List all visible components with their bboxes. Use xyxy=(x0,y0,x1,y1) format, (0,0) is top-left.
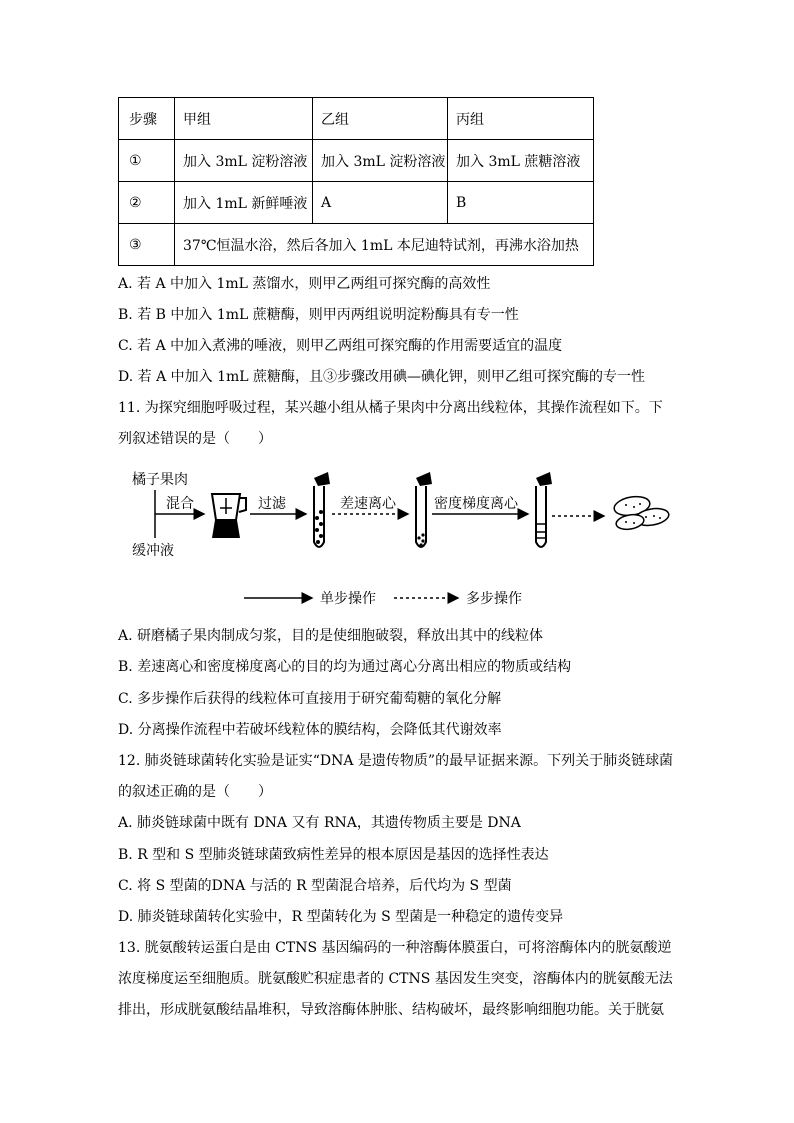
step-filter-label: 过滤 xyxy=(258,496,286,512)
table-row xyxy=(119,182,594,224)
option-b: B. 差速离心和密度梯度离心的目的均为通过离心分离出相应的物质或结构 xyxy=(118,659,572,675)
table-header-cell: 丙组 xyxy=(448,98,594,140)
test-tube-icon xyxy=(314,472,330,547)
table-header-cell: 甲组 xyxy=(175,98,313,140)
table-header-cell: 步骤 xyxy=(119,98,175,140)
table-cell: 加入 1mL 新鲜唾液 xyxy=(175,182,313,224)
question-13-stem: 13. 胱氨酸转运蛋白是由 CTNS 基因编码的一种溶酶体膜蛋白，可将溶酶体内的胱氨酸逆 xyxy=(118,940,672,956)
input-orange-pulp: 橘子果肉 xyxy=(132,472,188,488)
question-11-stem: 11. 为探究细胞呼吸过程，某兴趣小组从橘子果肉中分离出线粒体，其操作流程如下。下 xyxy=(118,400,663,416)
option-b: B. R 型和 S 型肺炎链球菌致病性差异的根本原因是基因的选择性表达 xyxy=(118,847,549,863)
option-a: A. 研磨橘子果肉制成匀浆，目的是使细胞破裂，释放出其中的线粒体 xyxy=(118,628,544,644)
table-cell: ① xyxy=(119,140,175,182)
question-13-stem-cont: 排出，形成胱氨酸结晶堆积，导致溶酶体肿胀、结构破坏，最终影响细胞功能。关于胱氨 xyxy=(118,1002,664,1018)
option-b: B. 若 B 中加入 1mL 蔗糖酶，则甲丙两组说明淀粉酶具有专一性 xyxy=(118,307,519,323)
table-row xyxy=(119,140,594,182)
table-header-cell: 乙组 xyxy=(313,98,448,140)
option-c: C. 多步操作后获得的线粒体可直接用于研究葡萄糖的氧化分解 xyxy=(118,691,502,707)
option-d: D. 分离操作流程中若破坏线粒体的膜结构，会降低其代谢效率 xyxy=(118,722,502,738)
table-header-row xyxy=(119,98,594,140)
option-a: A. 肺炎链球菌中既有 DNA 又有 RNA，其遗传物质主要是 DNA xyxy=(118,815,521,831)
option-c: C. 将 S 型菌的DNA 与活的 R 型菌混合培养，后代均为 S 型菌 xyxy=(118,878,512,894)
question-12-stem-cont: 的叙述正确的是（ ） xyxy=(118,784,272,800)
question-12-stem: 12. 肺炎链球菌转化实验是证实“DNA 是遗传物质”的最早证据来源。下列关于肺炎链球菌 xyxy=(118,753,674,769)
test-tube-icon xyxy=(416,472,432,547)
step-density-gradient-label: 密度梯度离心 xyxy=(434,496,518,512)
table-cell: B xyxy=(448,182,594,224)
mitochondria-icon xyxy=(613,494,670,531)
table-cell: 加入 3mL 蔗糖溶液 xyxy=(448,140,594,182)
option-d: D. 肺炎链球菌转化实验中，R 型菌转化为 S 型菌是一种稳定的遗传变异 xyxy=(118,909,564,925)
question-11-stem-cont: 列叙述错误的是（ ） xyxy=(118,431,272,447)
legend-multi-step: 多步操作 xyxy=(466,591,522,607)
table-cell: 加入 3mL 淀粉溶液 xyxy=(313,140,448,182)
option-d: D. 若 A 中加入 1mL 蔗糖酶，且③步骤改用碘—碘化钾，则甲乙组可探究酶的专一性 xyxy=(118,369,646,385)
diagram-legend xyxy=(244,590,522,607)
step-mix-label: 混合 xyxy=(166,496,194,512)
test-tube-icon xyxy=(536,472,552,547)
option-c: C. 若 A 中加入煮沸的唾液，则甲乙两组可探究酶的作用需要适宜的温度 xyxy=(118,338,563,354)
table-cell: 加入 3mL 淀粉溶液 xyxy=(175,140,313,182)
table-cell-merged: 37℃恒温水浴，然后各加入 1mL 本尼迪特试剂，再沸水浴加热 xyxy=(175,224,594,266)
mitochondria-isolation-flow-diagram xyxy=(118,462,678,612)
blender-icon xyxy=(212,494,246,538)
experiment-steps-table xyxy=(118,97,594,266)
question-13-stem-cont: 浓度梯度运至细胞质。胱氨酸贮积症患者的 CTNS 基因发生突变，溶酶体内的胱氨酸无法 xyxy=(118,971,673,987)
table-row xyxy=(119,224,594,266)
legend-single-step: 单步操作 xyxy=(320,591,376,607)
input-buffer: 缓冲液 xyxy=(132,543,174,559)
table-cell: ③ xyxy=(119,224,175,266)
table-cell: ② xyxy=(119,182,175,224)
table-cell: A xyxy=(313,182,448,224)
option-a: A. 若 A 中加入 1mL 蒸馏水，则甲乙两组可探究酶的高效性 xyxy=(118,276,491,292)
step-differential-centrifugation-label: 差速离心 xyxy=(340,496,396,512)
